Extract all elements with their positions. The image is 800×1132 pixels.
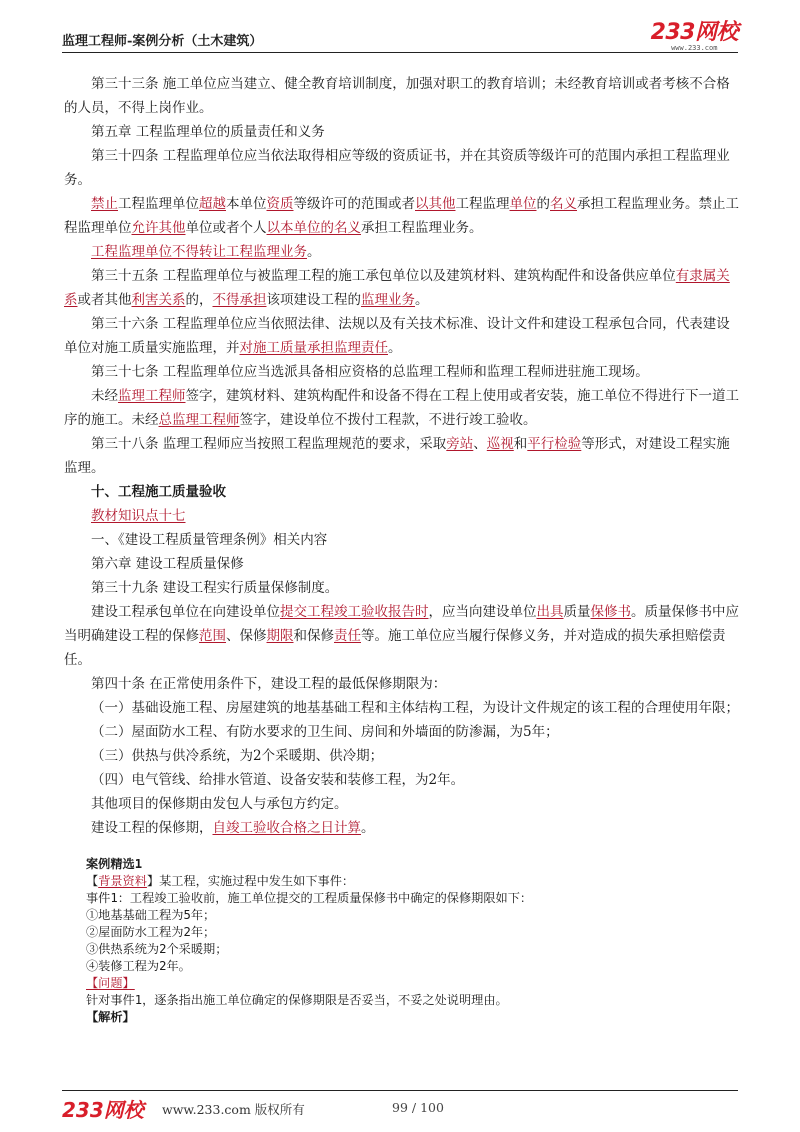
paragraph [64, 432, 740, 480]
text-run: （一）基础设施工程、房屋建筑的地基基础工程和主体结构工程，为设计文件规定的该工程的合理使用年限； [91, 700, 739, 716]
paragraph [64, 504, 740, 528]
text-run: 建设工程承包单位在向建设单位 [91, 604, 280, 620]
text-run: 【解析】 [86, 1010, 135, 1024]
text-run: 签字，建筑材料、建筑构配件和设备不得在工程上使用或者安装，施工单位不得进行下一道工序的施工。未经 [64, 388, 739, 428]
highlighted-term: 禁止 [91, 196, 118, 212]
section-heading [64, 480, 740, 504]
highlighted-term: 出具 [536, 604, 564, 620]
highlighted-term: 责任 [334, 628, 361, 644]
highlighted-term: 期限 [266, 628, 294, 644]
text-run: 和保修 [293, 628, 334, 644]
highlighted-term: 提交工程竣工验收报告时 [280, 604, 429, 620]
case-line [86, 890, 740, 907]
text-run: 工程监理 [455, 196, 510, 212]
text-run: ，应当向建设单位 [428, 604, 537, 620]
case-line [86, 856, 740, 873]
footer-logo: 233网校 [62, 1098, 144, 1122]
text-run: 十、工程施工质量验收 [91, 484, 226, 500]
text-run: 第三十七条 工程监理单位应当选派具备相应资格的总监理工程师和监理工程师进驻施工现场。 [91, 364, 649, 380]
header-divider [62, 52, 738, 53]
highlighted-term: 自竣工验收合格之日计算 [212, 820, 361, 836]
paragraph [64, 528, 740, 552]
text-run: 等形式，对建设工程实施监理。 [64, 436, 730, 476]
text-run: 一、《建设工程质量管理条例》相关内容 [91, 532, 328, 548]
highlighted-term: 巡视 [486, 436, 514, 452]
text-run: 工程监理单位 [118, 196, 199, 212]
text-run: 第三十八条 监理工程师应当按照工程监理规范的要求，采取 [91, 436, 447, 452]
text-run: 其他项目的保修期由发包人与承包方约定。 [91, 796, 348, 812]
text-run: 等。施工单位应当履行保修义务，并对造成的损失承担赔偿责任。 [64, 628, 726, 668]
text-run: 。 [307, 244, 321, 260]
page-number: 99 / 100 [392, 1100, 444, 1115]
text-run: 。 [415, 292, 429, 308]
highlighted-term: 背景资料 [98, 874, 147, 888]
highlighted-term: 以本单位的名义 [266, 220, 361, 236]
highlighted-term: 名义 [550, 196, 577, 212]
text-run: 【 [86, 874, 99, 888]
highlighted-term: 监理业务 [361, 292, 415, 308]
case-study [86, 856, 740, 1026]
logo-url: www.233.com [671, 44, 718, 52]
text-run: ②屋面防水工程为2年； [86, 925, 216, 939]
paragraph [64, 744, 740, 768]
text-run: 的， [185, 292, 213, 308]
text-run: 承担工程监理业务。 [361, 220, 483, 236]
text-run: 第三十三条 施工单位应当建立、健全教育培训制度，加强对职工的教育培训；未经教育培训或者考核不合格的人员，不得上岗作业。 [64, 76, 730, 116]
highlighted-term: 旁站 [446, 436, 474, 452]
highlighted-term: 资质 [266, 196, 294, 212]
highlighted-term: 教材知识点十七 [91, 508, 186, 524]
text-run: 第五章 工程监理单位的质量责任和义务 [91, 124, 325, 140]
highlighted-term: 允许其他 [131, 220, 186, 236]
paragraph [64, 816, 740, 840]
highlighted-term: 以其他 [415, 196, 456, 212]
text-run: 第三十五条 工程监理单位与被监理工程的施工承包单位以及建筑材料、建筑构配件和设备供应单位 [91, 268, 676, 284]
highlighted-term: 保修书 [590, 604, 631, 620]
text-run: 和 [513, 436, 528, 452]
paragraph-list [64, 72, 740, 840]
text-run: 签字，建设单位不拨付工程款，不进行竣工验收。 [239, 412, 537, 428]
paragraph [64, 720, 740, 744]
text-run: （三）供热与供冷系统，为2个采暖期、供冷期； [91, 748, 384, 764]
page-footer [62, 1090, 738, 1120]
text-run: 、 [473, 436, 487, 452]
paragraph [64, 576, 740, 600]
footer-copyright: www.233.com 版权所有 [162, 1102, 305, 1117]
text-run: 针对事件1，逐条指出施工单位确定的保修期限是否妥当，不妥之处说明理由。 [86, 993, 508, 1007]
highlighted-term: 利害关系 [131, 292, 186, 308]
case-line [86, 1009, 740, 1026]
highlighted-term: 不得承担 [212, 292, 267, 308]
text-run: 第四十条 在正常使用条件下，建设工程的最低保修期限为： [91, 676, 447, 692]
text-run: 单位或者个人 [185, 220, 267, 236]
paragraph [64, 600, 740, 672]
paragraph [64, 240, 740, 264]
paragraph [64, 264, 740, 312]
highlighted-term: 监理工程师 [118, 388, 186, 404]
text-run: 】某工程，实施过程中发生如下事件： [146, 874, 355, 888]
paragraph [64, 72, 740, 120]
text-run: 未经 [91, 388, 118, 404]
text-run: ③供热系统为2个采暖期； [86, 942, 228, 956]
document-title: 监理工程师-案例分析（土木建筑） [62, 34, 263, 49]
text-run: 质量 [563, 604, 591, 620]
text-run: 第三十九条 建设工程实行质量保修制度。 [91, 580, 339, 596]
highlighted-term: 平行检验 [527, 436, 582, 452]
paragraph [64, 792, 740, 816]
text-run: 承担工程监理业务。禁止工程监理单位 [64, 196, 739, 236]
highlighted-term: 有隶属关系 [64, 268, 730, 308]
text-run: 。 [388, 340, 402, 356]
highlighted-term: 工程监理单位不得转让工程监理业务 [91, 244, 307, 260]
logo-text: 233网校 [650, 20, 738, 45]
paragraph [64, 144, 740, 192]
paragraph [64, 312, 740, 360]
text-run: 的 [536, 196, 550, 212]
paragraph [64, 384, 740, 432]
paragraph [64, 696, 740, 720]
document-body [64, 72, 740, 1026]
text-run: 。质量保修书中应当明确建设工程的保修 [64, 604, 739, 644]
text-run: （四）电气管线、给排水管道、设备安装和装修工程，为2年。 [91, 772, 465, 788]
text-run: 事件1：工程竣工验收前，施工单位提交的工程质量保修书中确定的保修期限如下： [86, 891, 533, 905]
text-run: 本单位 [226, 196, 267, 212]
text-run: 该项建设工程的 [266, 292, 361, 308]
text-run: 第六章 建设工程质量保修 [91, 556, 244, 572]
paragraph [64, 768, 740, 792]
case-line [86, 941, 740, 958]
text-run: 第三十六条 工程监理单位应当依照法律、法规以及有关技术标准、设计文件和建设工程承包合同，代表建设单位对施工质量实施监理，并 [64, 316, 730, 356]
case-line [86, 992, 740, 1009]
paragraph [64, 192, 740, 240]
highlighted-term: 超越 [199, 196, 226, 212]
highlighted-term: 【问题】 [86, 976, 135, 990]
text-run: 等级许可的范围或者 [293, 196, 415, 212]
paragraph [64, 120, 740, 144]
brand-logo [651, 22, 738, 52]
text-run: 。 [361, 820, 375, 836]
footer-divider [62, 1090, 738, 1091]
highlighted-term: 总监理工程师 [158, 412, 240, 428]
paragraph [64, 552, 740, 576]
text-run: 或者其他 [77, 292, 132, 308]
case-line [86, 924, 740, 941]
paragraph [64, 360, 740, 384]
text-run: 第三十四条 工程监理单位应当依法取得相应等级的资质证书，并在其资质等级许可的范围内承担工程监理业务。 [64, 148, 730, 188]
case-line [86, 975, 740, 992]
paragraph [64, 672, 740, 696]
case-line [86, 907, 740, 924]
text-run: ①地基基础工程为5年； [86, 908, 216, 922]
text-run: ④装修工程为2年。 [86, 959, 191, 973]
text-run: （二）屋面防水工程、有防水要求的卫生间、房间和外墙面的防渗漏，为5年； [91, 724, 559, 740]
highlighted-term: 对施工质量承担监理责任 [239, 340, 388, 356]
highlighted-term: 单位 [509, 196, 537, 212]
case-line [86, 958, 740, 975]
case-line [86, 873, 740, 890]
text-run: 、保修 [226, 628, 267, 644]
text-run: 建设工程的保修期， [91, 820, 213, 836]
page-header [62, 22, 738, 54]
text-run: 案例精选1 [86, 857, 143, 871]
highlighted-term: 范围 [199, 628, 226, 644]
